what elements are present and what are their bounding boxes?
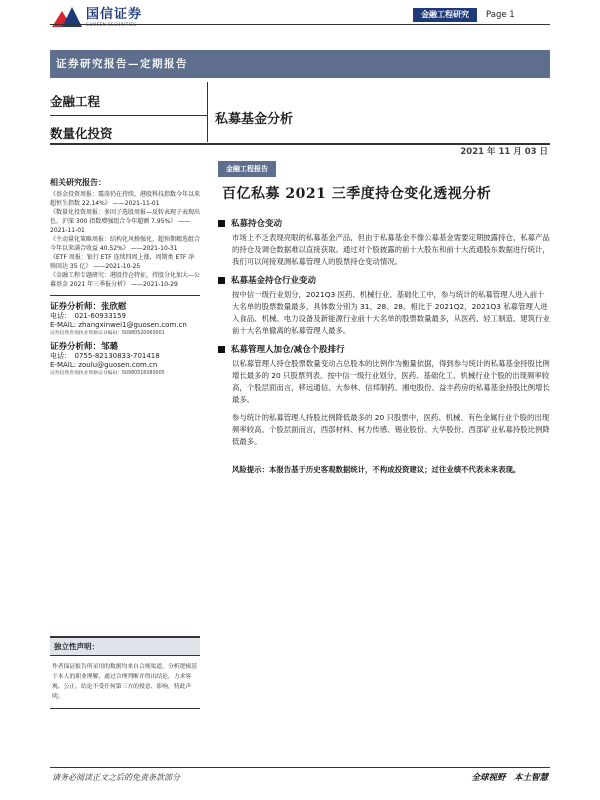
paragraph: 参与统计的私募管理人持股比例降低最多的 20 只股票中，医药、机械、有色金属行业个股的出现频率较高。个股层面而言，西部材料、柯力传感、锡业股份、大华股份、西部矿业私募持股比例降低最多。 — [232, 413, 550, 446]
footer-disclaimer-note: 请务必阅读正文之后的免责条款部分 — [52, 773, 180, 782]
related-reports-heading: 相关研究报告： — [50, 178, 106, 187]
main-title: 百亿私募 2021 三季度持仓变化透视分析 — [222, 186, 492, 202]
footer-divider — [50, 767, 550, 768]
section-tag: 金融工程报告 — [218, 161, 276, 177]
category-secondary: 数量化投资 — [50, 126, 113, 141]
sidebar — [50, 177, 200, 378]
analyst-name: 邹璐 — [101, 342, 119, 352]
category-vertical-divider — [207, 82, 208, 142]
risk-warning: 风险提示：本报告基于历史客观数据统计，不构成投资建议；过往业绩不代表未来表现。 — [232, 465, 521, 474]
company-logo — [52, 7, 142, 29]
sidebar-divider — [50, 295, 200, 296]
logo-english — [86, 22, 142, 28]
analyst-2-title — [50, 340, 200, 352]
section-heading-text: 私募管理人加仓/减仓个股排行 — [231, 345, 345, 355]
logo-mark-icon — [52, 7, 82, 29]
section-heading — [218, 343, 550, 355]
main-content — [218, 183, 550, 476]
section-heading — [218, 217, 550, 229]
report-date: 2021 年 11 月 03 日 — [460, 147, 548, 157]
category-primary: 金融工程 — [50, 94, 101, 109]
analyst-label: 证券分析师： — [50, 342, 102, 352]
analyst-email[interactable]: E-MAIL: zoulu@guosen.com.cn — [50, 361, 158, 369]
section-heading-text: 私募持仓变动 — [231, 219, 283, 229]
related-report[interactable]: 《金融工程专题研究：港股持仓特征，持股分化加大—公募基金 2021 年三季报分析》 ——2021-10-29 — [50, 272, 201, 288]
disclaimer-heading: 独立性声明： — [50, 638, 200, 655]
paragraph: 以私募管理人持仓股票数量变动占总股本的比例作为衡量依据，得到参与统计的私募基金持股比例增长最多的 20 只股票列表。按中信一级行业划分，医药、基础化工、机械行业个股的出现频率较高，个股层面而言，移远通信、大参林、信邦制药、湘电股份、益丰药房的私募基金持股比例增长最多。 — [232, 359, 550, 404]
related-report[interactable]: 《数量化投资周报：多因子选股周报—反转表现子表现出色，沪深 300 指数增强组合今年超额 7.95%》 ——2021-11-01 — [50, 209, 201, 234]
related-report[interactable]: 《基金投资周报：震荡仍在持续，港股科技指数今年以来超恒生指数 22.14%》 ——2021-11-01 — [50, 191, 201, 207]
square-bullet-icon — [218, 346, 225, 353]
analyst-phone: 电话： 0755-82130833-701418 — [50, 352, 160, 360]
page-number: Page 1 — [486, 10, 515, 20]
square-bullet-icon — [218, 220, 225, 227]
section-heading-text: 私募基金持仓行业变动 — [231, 276, 317, 286]
related-report[interactable]: 《主动量化策略周报：结构化风格强化，超预期精选组合今年以来满合收益 40.52%》 ——2021-10-31 — [50, 236, 201, 252]
section-heading — [218, 274, 550, 286]
header-report-type: 金融工程研究 — [413, 8, 477, 22]
logo-name: 国信证券 — [86, 7, 143, 22]
analyst-phone: 电话： 021-60933159 — [50, 312, 127, 320]
header-divider — [50, 24, 550, 25]
analyst-email[interactable]: E-MAIL: zhangxinwei1@guosen.com.cn — [50, 321, 187, 329]
category-divider — [50, 115, 207, 116]
paragraph: 按中信一级行业划分，2021Q3 医药、机械行业、基础化工中，参与统计的私募管理人进入前十大名单的股票数量最多，具体数分别为 31、28、28。相比于 2021Q2，2021Q3 私募管理人进入食品、机械、电力设备及新能源行业前十大名单的股票数量最多，从医药、轻工制造、建筑行业前十大名单撤离的私募管理人最多。 — [232, 290, 550, 335]
analyst-cert: 证券投资咨询执业资格证书编码：S0980516080005 — [50, 371, 165, 376]
footer-slogan: 全球视野 本土智慧 — [471, 773, 548, 783]
paragraph: 市场上不乏表现亮眼的私募基金产品，但由于私募基金不像公募基金需要定期披露持仓，私募产品的持仓及调仓数据难以直接获取。通过对个股披露的前十大股东和前十大流通股东数据进行统计，我们可以间接观测私募管理人的股票持仓变动情况。 — [232, 233, 550, 266]
analyst-1-title — [50, 300, 200, 312]
disclaimer-body: 作者保证报告所采用的数据均来自合规渠道，分析逻辑基于本人的职业理解，通过合理判断并得出结论，力求客观、公正，结论不受任何第三方的授意、影响，特此声明。 — [50, 655, 200, 709]
analyst-name: 张欣慰 — [101, 302, 127, 312]
report-band-title: 证券研究报告—定期报告 — [56, 58, 188, 70]
analyst-label: 证券分析师： — [50, 302, 102, 312]
square-bullet-icon — [218, 277, 225, 284]
analyst-cert: 证券投资咨询执业资格证书编码：S0980520060001 — [50, 331, 165, 336]
related-report[interactable]: 《ETF 周报：银行 ETF 连续四周上涨，周期类 ETF 净赎回达 35 亿》 ——2021-10-25 — [50, 254, 195, 270]
independence-statement — [50, 636, 200, 709]
report-topic: 私募基金分析 — [215, 112, 294, 127]
